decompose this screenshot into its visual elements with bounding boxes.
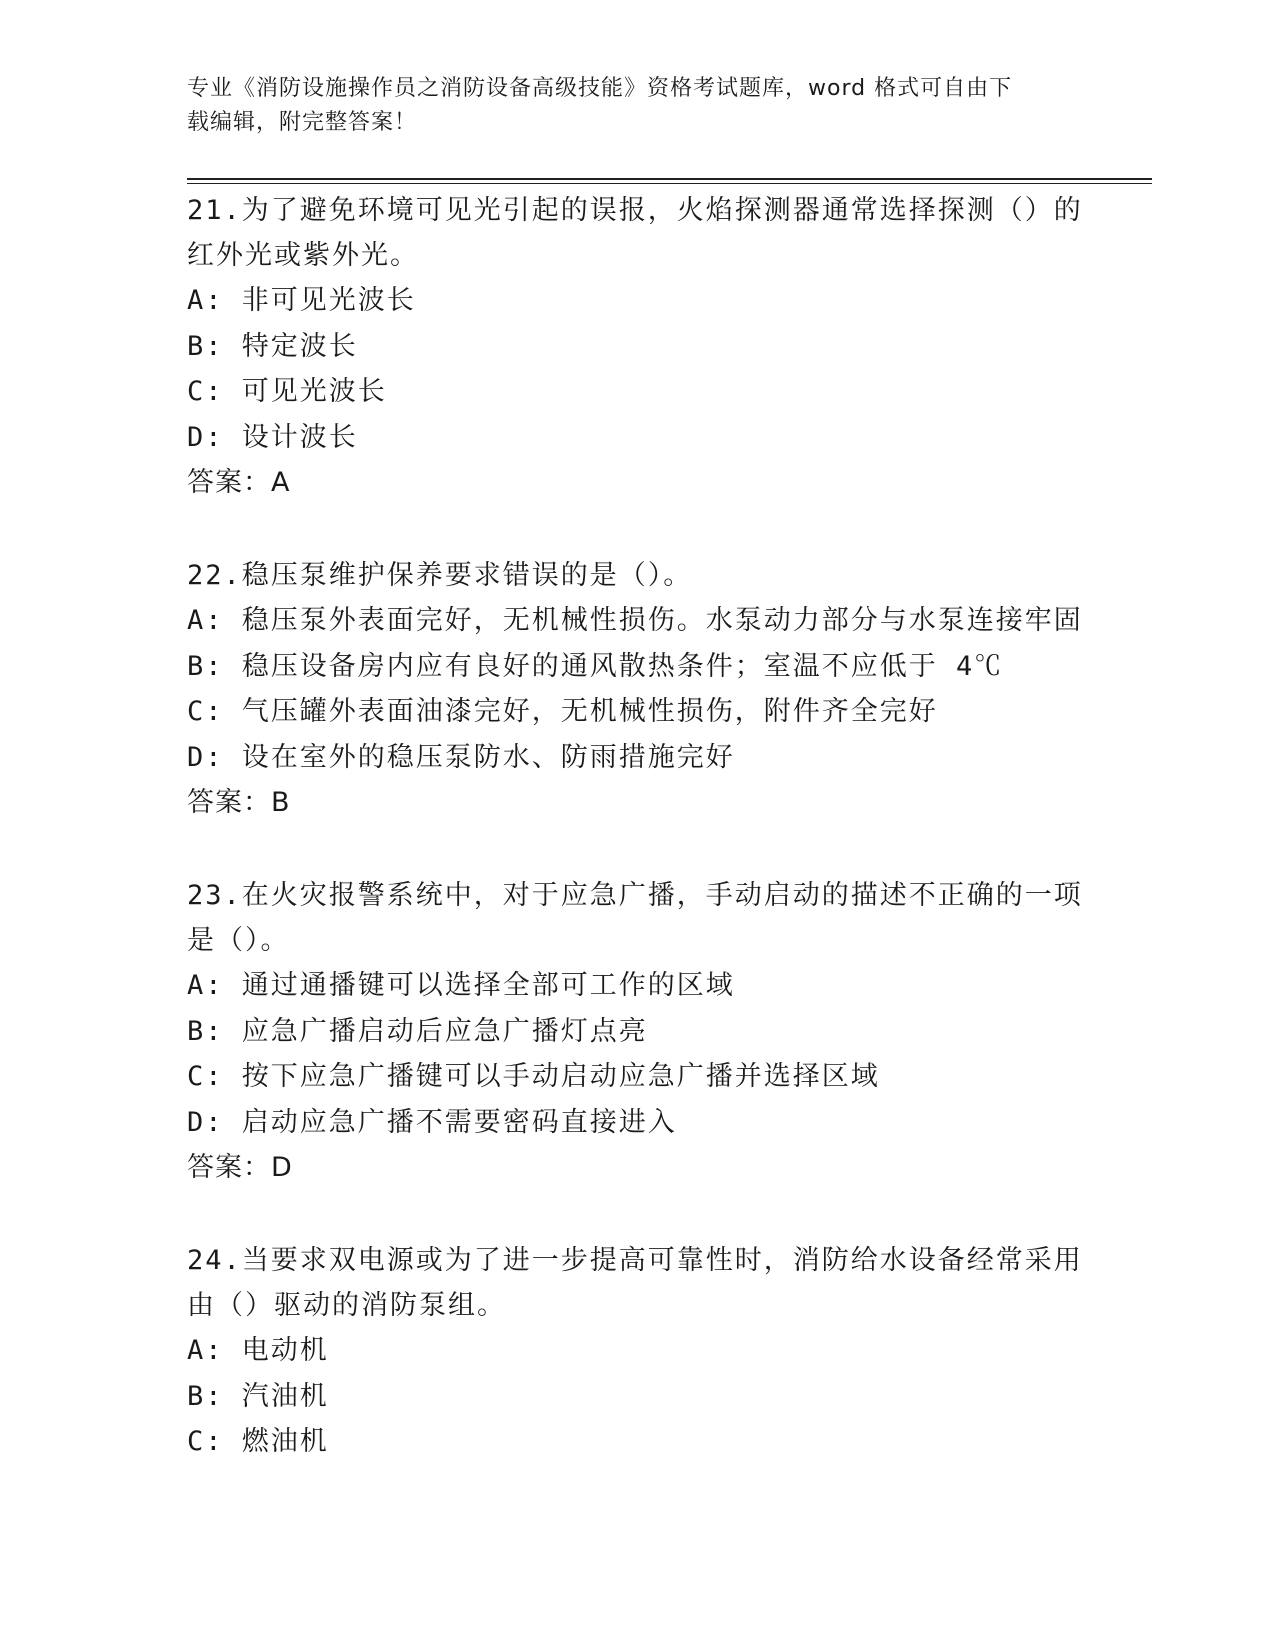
option-text: 通过通播键可以选择全部可工作的区域 [241,970,735,1001]
question-stem-line-1: 22.稳压泵维护保养要求错误的是（）。 [187,560,693,591]
option-text: 汽油机 [241,1380,329,1412]
question-spacer [187,505,1087,553]
question-21 [187,188,1087,505]
option-d [187,415,1087,461]
option-letter: A: [187,605,224,636]
question-stem-line-1: 21.为了避免环境可见光引起的误报，火焰探测器通常选择探测（）的 [187,195,1083,226]
question-stem-line-2: 红外光或紫外光。 [187,240,419,271]
option-text: 稳压泵外表面完好，无机械性损伤。水泵动力部分与水泵连接牢固 [241,605,1083,636]
question-stem-line-1: 24.当要求双电源或为了进一步提高可靠性时，消防给水设备经常采用 [187,1245,1083,1276]
option-text: 启动应急广播不需要密码直接进入 [241,1106,677,1138]
option-a [187,963,1087,1009]
option-letter: A: [187,1335,224,1366]
option-text: 燃油机 [241,1426,329,1457]
option-letter: B: [187,1015,224,1047]
option-c [187,1054,1087,1100]
option-letter: A: [187,285,224,316]
question-stem-line-2: 由（）驱动的消防泵组。 [187,1290,506,1321]
option-d [187,735,1087,781]
option-b [187,1009,1087,1055]
option-letter: D: [187,421,224,453]
question-stem-line-2: 是（）。 [187,925,290,956]
option-letter: C: [187,376,224,407]
question-spacer [187,1190,1087,1238]
option-text: 按下应急广播键可以手动启动应急广播并选择区域 [241,1061,880,1092]
option-a [187,598,1087,644]
option-text: 设在室外的稳压泵防水、防雨措施完好 [241,741,735,773]
question-spacer [187,825,1087,873]
question-23 [187,873,1087,1190]
document-header [187,72,1087,140]
option-text: 特定波长 [241,330,358,362]
option-letter: C: [187,1426,224,1457]
option-a [187,278,1087,324]
header-line-2: 载编辑，附完整答案！ [187,110,418,135]
option-text: 稳压设备房内应有良好的通风散热条件；室温不应低于 4℃ [241,650,1004,682]
option-text: 应急广播启动后应急广播灯点亮 [241,1015,648,1047]
option-b [187,644,1087,690]
option-letter: D: [187,741,224,773]
option-letter: D: [187,1106,224,1138]
option-text: 非可见光波长 [241,285,416,316]
option-c [187,369,1087,415]
option-letter: C: [187,696,224,727]
question-22 [187,553,1087,825]
option-text: 电动机 [241,1335,329,1366]
header-divider-thin [187,183,1152,184]
option-a [187,1328,1087,1374]
answer-line: 答案：A [187,467,291,498]
option-b [187,1374,1087,1420]
option-text: 可见光波长 [241,376,387,407]
option-letter: B: [187,1380,224,1412]
option-d [187,1100,1087,1146]
option-text: 设计波长 [241,421,358,453]
option-text: 气压罐外表面油漆完好，无机械性损伤，附件齐全完好 [241,696,938,727]
option-letter: A: [187,970,224,1001]
option-letter: C: [187,1061,224,1092]
option-b [187,324,1087,370]
option-letter: B: [187,330,224,362]
option-c [187,689,1087,735]
question-list [187,188,1087,1465]
answer-line: 答案：B [187,787,291,818]
option-letter: B: [187,650,224,682]
question-stem-line-1: 23.在火灾报警系统中，对于应急广播，手动启动的描述不正确的一项 [187,880,1083,911]
answer-line: 答案：D [187,1152,293,1183]
option-c [187,1419,1087,1465]
header-line-1: 专业《消防设施操作员之消防设备高级技能》资格考试题库，word 格式可自由下 [187,76,1013,101]
question-24 [187,1238,1087,1465]
header-divider-thick [187,178,1152,180]
